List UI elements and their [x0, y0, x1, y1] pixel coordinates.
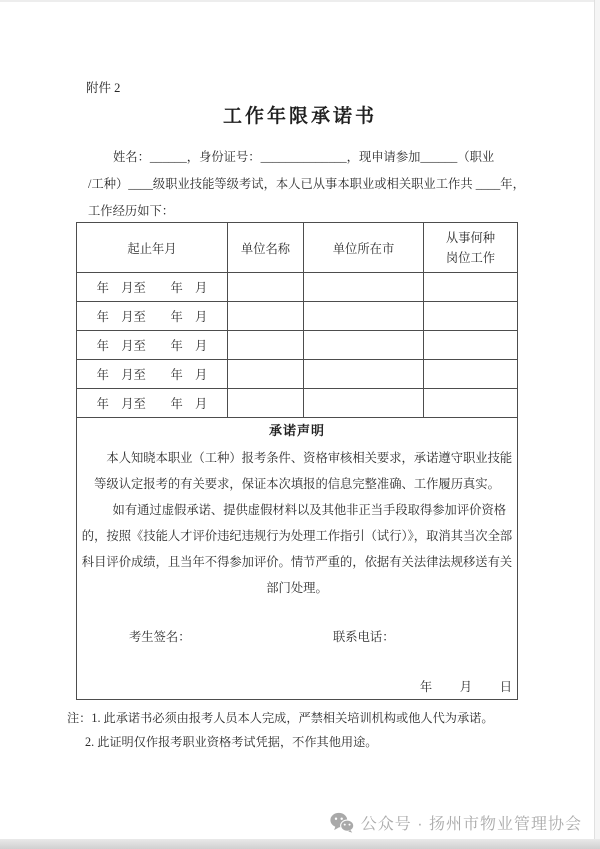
unit-city-cell: [304, 302, 424, 331]
watermark: [330, 811, 582, 834]
declaration-section: [77, 418, 518, 700]
unit-name-cell: [228, 302, 304, 331]
intro-paragraph: [88, 144, 524, 225]
table-header-row: [77, 223, 518, 273]
header-position-line-2: 岗位工作: [445, 250, 496, 265]
wechat-icon: [330, 812, 354, 833]
unit-city-cell: [304, 360, 424, 389]
page-edge-top: [0, 0, 600, 2]
notes: [67, 706, 494, 754]
unit-name-cell: [228, 360, 304, 389]
date-line: 年 月 日: [419, 680, 513, 694]
period-cell: 年 月至 年 月: [77, 331, 228, 360]
header-unit-city: 单位所在市: [304, 223, 424, 273]
period-cell: 年 月至 年 月: [77, 273, 228, 302]
page-title: 工作年限承诺书: [222, 106, 377, 127]
attachment-label: 附件 2: [86, 81, 121, 95]
table-row: [77, 360, 518, 389]
table-row: [77, 302, 518, 331]
page-edge-bottom: [0, 839, 600, 849]
phone-label: 联系电话：: [333, 630, 395, 644]
header-unit-name: 单位名称: [228, 223, 304, 273]
work-history-table: [76, 222, 518, 700]
header-period: 起止年月: [77, 223, 228, 273]
unit-name-cell: [228, 273, 304, 302]
intro-line-1: 姓名：______，身份证号：______________，现申请参加______（职业: [113, 150, 495, 164]
declaration-paragraph-2: 如有通过虚假承诺、提供虚假材料以及其他非正当手段取得参加评价资格的，按照《技能人才评价违纪违规行为处理工作指引（试行）》，取消其当次全部科目评价成绩，且当年不得参加评价。情节严重的，依据有关法律法规移送有关部门处理。: [81, 503, 513, 595]
header-position-line-1: 从事何种: [445, 230, 496, 245]
intro-line-3: 工作经历如下：: [88, 204, 175, 218]
unit-city-cell: [304, 389, 424, 418]
intro-line-2: /工种）____级职业技能等级考试，本人已从事本职业或相关职业工作共 ____年，: [88, 177, 525, 191]
declaration-row: [77, 418, 518, 700]
position-cell: [424, 273, 518, 302]
table-row: [77, 331, 518, 360]
declaration-title: 承诺声明: [268, 423, 325, 438]
table-row: [77, 273, 518, 302]
unit-city-cell: [304, 331, 424, 360]
signature-row: [77, 627, 517, 645]
position-cell: [424, 360, 518, 389]
position-cell: [424, 331, 518, 360]
unit-name-cell: [228, 331, 304, 360]
header-position: [424, 223, 518, 273]
declaration-paragraph-1: 本人知晓本职业（工种）报考条件、资格审核相关要求，承诺遵守职业技能等级认定报考的有关要求，保证本次填报的信息完整准确、工作履历真实。: [94, 451, 513, 491]
position-cell: [424, 302, 518, 331]
note-line-2: 2. 此证明仅作报考职业资格考试凭据，不作其他用途。: [85, 735, 378, 749]
period-cell: 年 月至 年 月: [77, 389, 228, 418]
unit-city-cell: [304, 273, 424, 302]
note-line-1: 注：1. 此承诺书必须由报考人员本人完成，严禁相关培训机构或他人代为承诺。: [67, 711, 494, 725]
signature-label: 考生签名：: [129, 630, 191, 644]
position-cell: [424, 389, 518, 418]
watermark-text: 公众号 · 扬州市物业管理协会: [360, 816, 582, 833]
table-row: [77, 389, 518, 418]
unit-name-cell: [228, 389, 304, 418]
period-cell: 年 月至 年 月: [77, 360, 228, 389]
period-cell: 年 月至 年 月: [77, 302, 228, 331]
